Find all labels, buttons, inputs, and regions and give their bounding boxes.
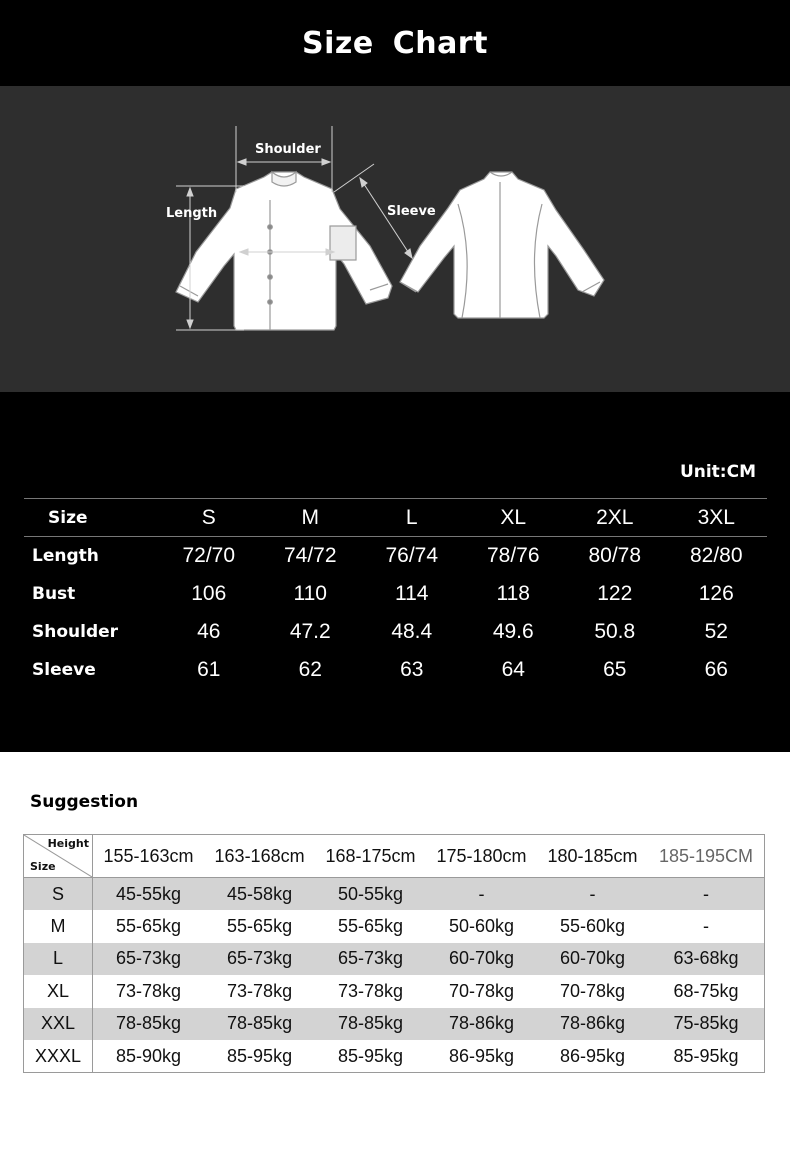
table-cell: 65 bbox=[603, 657, 627, 681]
measurement-section bbox=[0, 392, 790, 752]
height-header: 168-175cm bbox=[325, 845, 416, 866]
weight-cell: 45-55kg bbox=[116, 883, 182, 904]
table-row bbox=[24, 1040, 765, 1073]
weight-cell: 85-95kg bbox=[338, 1045, 404, 1066]
table-cell: 76/74 bbox=[385, 543, 439, 567]
size-cell: XXXL bbox=[24, 1040, 93, 1073]
size-cell: M bbox=[24, 910, 93, 943]
weight-cell: 65-73kg bbox=[338, 948, 404, 969]
weight-cell: - bbox=[478, 883, 485, 904]
sleeve-label: Sleeve bbox=[387, 204, 436, 219]
height-header: 175-180cm bbox=[436, 845, 527, 866]
jacket-back bbox=[400, 172, 604, 318]
table-cell: 52 bbox=[704, 619, 728, 643]
weight-cell: 50-60kg bbox=[448, 915, 515, 936]
weight-cell: 86-95kg bbox=[559, 1045, 625, 1066]
corner-height-label: Height bbox=[47, 837, 89, 850]
weight-cell: 78-86kg bbox=[448, 1013, 515, 1034]
garment-diagram bbox=[0, 86, 790, 392]
weight-cell: - bbox=[702, 915, 709, 936]
corner-cell bbox=[24, 835, 93, 878]
suggestion-title: Suggestion bbox=[30, 792, 139, 812]
weight-cell: 55-65kg bbox=[116, 915, 182, 936]
table-row bbox=[24, 878, 765, 911]
table-cell: 63 bbox=[400, 657, 424, 681]
header-cell: L bbox=[361, 499, 463, 537]
title-bar bbox=[0, 0, 790, 86]
weight-cell: 63-68kg bbox=[673, 948, 739, 969]
table-cell: 48.4 bbox=[391, 619, 433, 643]
height-header: 180-185cm bbox=[547, 845, 638, 866]
table-cell: 74/72 bbox=[283, 543, 337, 567]
weight-cell: 75-85kg bbox=[673, 1013, 739, 1034]
table-row bbox=[24, 943, 765, 976]
shoulder-label: Shoulder bbox=[255, 142, 321, 157]
jacket-front bbox=[176, 172, 392, 330]
table-cell: 110 bbox=[293, 581, 327, 605]
weight-cell: 73-78kg bbox=[116, 980, 182, 1001]
table-cell: 80/78 bbox=[588, 543, 642, 567]
weight-cell: - bbox=[589, 883, 596, 904]
weight-cell: 73-78kg bbox=[338, 980, 404, 1001]
table-cell: 46 bbox=[197, 619, 221, 643]
table-row bbox=[24, 613, 767, 651]
weight-cell: 65-73kg bbox=[227, 948, 293, 969]
weight-cell: 68-75kg bbox=[673, 980, 739, 1001]
size-cell: XXL bbox=[24, 1008, 93, 1041]
table-cell: 122 bbox=[597, 581, 633, 605]
table-row bbox=[24, 537, 767, 575]
table-row bbox=[24, 910, 765, 943]
weight-cell: 78-85kg bbox=[116, 1013, 182, 1034]
weight-cell: 60-70kg bbox=[559, 948, 625, 969]
table-cell: 126 bbox=[698, 581, 734, 605]
weight-cell: 78-86kg bbox=[559, 1013, 625, 1034]
size-cell: XL bbox=[24, 975, 93, 1008]
table-cell: 78/76 bbox=[486, 543, 540, 567]
weight-cell: 85-95kg bbox=[227, 1045, 293, 1066]
table-cell: 114 bbox=[395, 581, 429, 605]
row-label: Shoulder bbox=[32, 621, 119, 642]
table-cell: 62 bbox=[298, 657, 322, 681]
table-cell: 106 bbox=[191, 581, 227, 605]
table-row bbox=[24, 651, 767, 689]
header-cell: XL bbox=[463, 499, 565, 537]
header-cell: M bbox=[260, 499, 362, 537]
height-header: 163-168cm bbox=[214, 845, 305, 866]
weight-cell: 70-78kg bbox=[448, 980, 515, 1001]
row-label: Bust bbox=[32, 583, 76, 604]
weight-cell: 85-90kg bbox=[116, 1045, 182, 1066]
table-cell: 50.8 bbox=[594, 619, 636, 643]
unit-label: Unit:CM bbox=[679, 462, 756, 482]
suggestion-table bbox=[23, 834, 765, 1073]
weight-cell: 78-85kg bbox=[338, 1013, 404, 1034]
header-cell: 3XL bbox=[666, 499, 768, 537]
table-row bbox=[24, 1008, 765, 1041]
height-header: 185-195CM bbox=[658, 845, 753, 866]
bust-label: Bust bbox=[280, 234, 314, 249]
weight-cell: 45-58kg bbox=[227, 883, 293, 904]
length-label: Length bbox=[166, 206, 218, 221]
size-cell: S bbox=[24, 878, 93, 911]
weight-cell: - bbox=[702, 883, 709, 904]
jacket-illustration bbox=[0, 86, 790, 392]
measurement-table bbox=[24, 498, 767, 689]
table-cell: 64 bbox=[501, 657, 525, 681]
weight-cell: 70-78kg bbox=[559, 980, 625, 1001]
corner-size-label: Size bbox=[30, 860, 56, 873]
table-cell: 61 bbox=[197, 657, 221, 681]
weight-cell: 55-65kg bbox=[227, 915, 293, 936]
page-title: Size Chart bbox=[302, 25, 488, 61]
height-header: 155-163cm bbox=[103, 845, 194, 866]
weight-cell: 65-73kg bbox=[116, 948, 182, 969]
weight-cell: 60-70kg bbox=[448, 948, 515, 969]
header-cell: S bbox=[158, 499, 260, 537]
header-cell: 2XL bbox=[564, 499, 666, 537]
weight-cell: 78-85kg bbox=[227, 1013, 293, 1034]
weight-cell: 73-78kg bbox=[227, 980, 293, 1001]
weight-cell: 55-65kg bbox=[338, 915, 404, 936]
table-row bbox=[24, 975, 765, 1008]
size-cell: L bbox=[24, 943, 93, 976]
row-label: Length bbox=[32, 545, 99, 566]
row-label: Sleeve bbox=[32, 659, 96, 680]
measurement-header-row bbox=[24, 499, 767, 537]
table-cell: 66 bbox=[704, 657, 728, 681]
table-cell: 82/80 bbox=[689, 543, 743, 567]
table-cell: 49.6 bbox=[492, 619, 534, 643]
suggestion-header-row bbox=[24, 835, 765, 878]
weight-cell: 50-55kg bbox=[338, 883, 404, 904]
weight-cell: 55-60kg bbox=[559, 915, 625, 936]
table-cell: 72/70 bbox=[182, 543, 236, 567]
table-cell: 118 bbox=[496, 581, 530, 605]
header-size: Size bbox=[24, 499, 158, 537]
table-cell: 47.2 bbox=[289, 619, 331, 643]
table-row bbox=[24, 575, 767, 613]
weight-cell: 85-95kg bbox=[673, 1045, 739, 1066]
weight-cell: 86-95kg bbox=[448, 1045, 515, 1066]
